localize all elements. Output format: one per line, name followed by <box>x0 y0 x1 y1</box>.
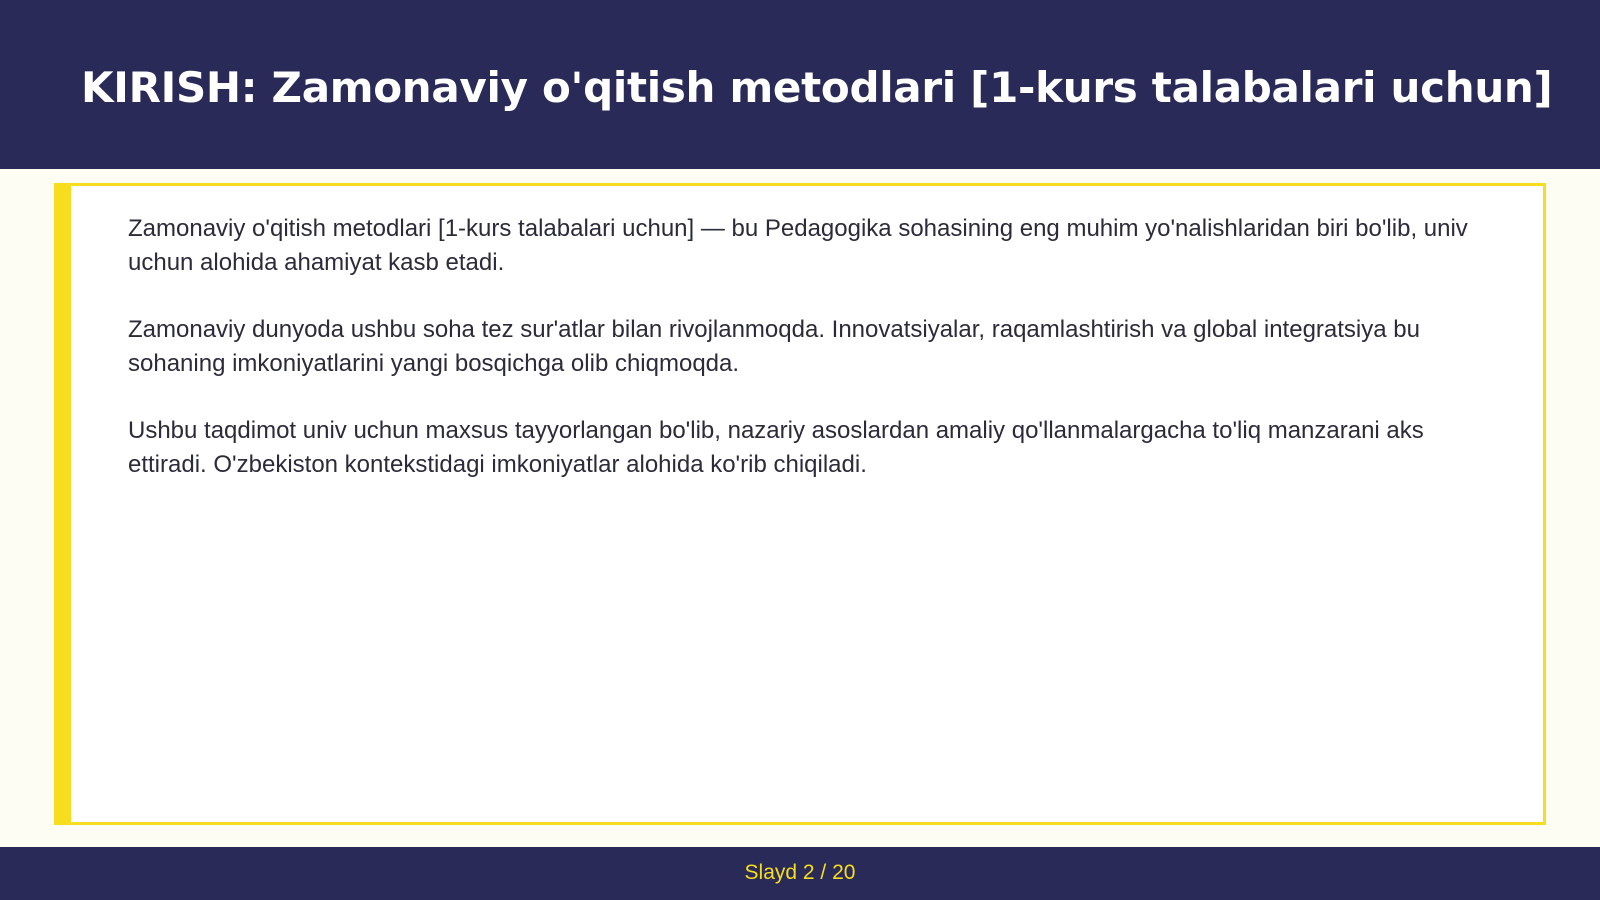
slide-footer <box>0 847 1600 900</box>
paragraph-development: Zamonaviy dunyoda ushbu soha tez sur'atlar bilan rivojlanmoqda. Innovatsiyalar, raqamlashtirish va global integratsiya bu sohaning imkoniyatlarini yangi bosqichga olib chiqmoqda. <box>128 316 1420 377</box>
slide-counter: Slayd 2 / 20 <box>744 861 856 884</box>
paragraph-intro: Zamonaviy o'qitish metodlari [1-kurs talabalari uchun] — bu Pedagogika sohasining eng muhim yo'nalishlaridan biri bo'lib, univ uchun alohida ahamiyat kasb etadi. <box>128 215 1468 276</box>
content-paragraphs <box>128 212 1508 515</box>
slide-title: KIRISH: Zamonaviy o'qitish metodlari [1-kurs talabalari uchun] <box>81 63 1553 112</box>
content-box <box>54 183 1546 825</box>
slide-header <box>0 0 1600 169</box>
paragraph-presentation: Ushbu taqdimot univ uchun maxsus tayyorlangan bo'lib, nazariy asoslardan amaliy qo'llanmalargacha to'liq manzarani aks ettiradi. O'zbekiston kontekstidagi imkoniyatlar alohida ko'rib chiqiladi. <box>128 417 1424 478</box>
